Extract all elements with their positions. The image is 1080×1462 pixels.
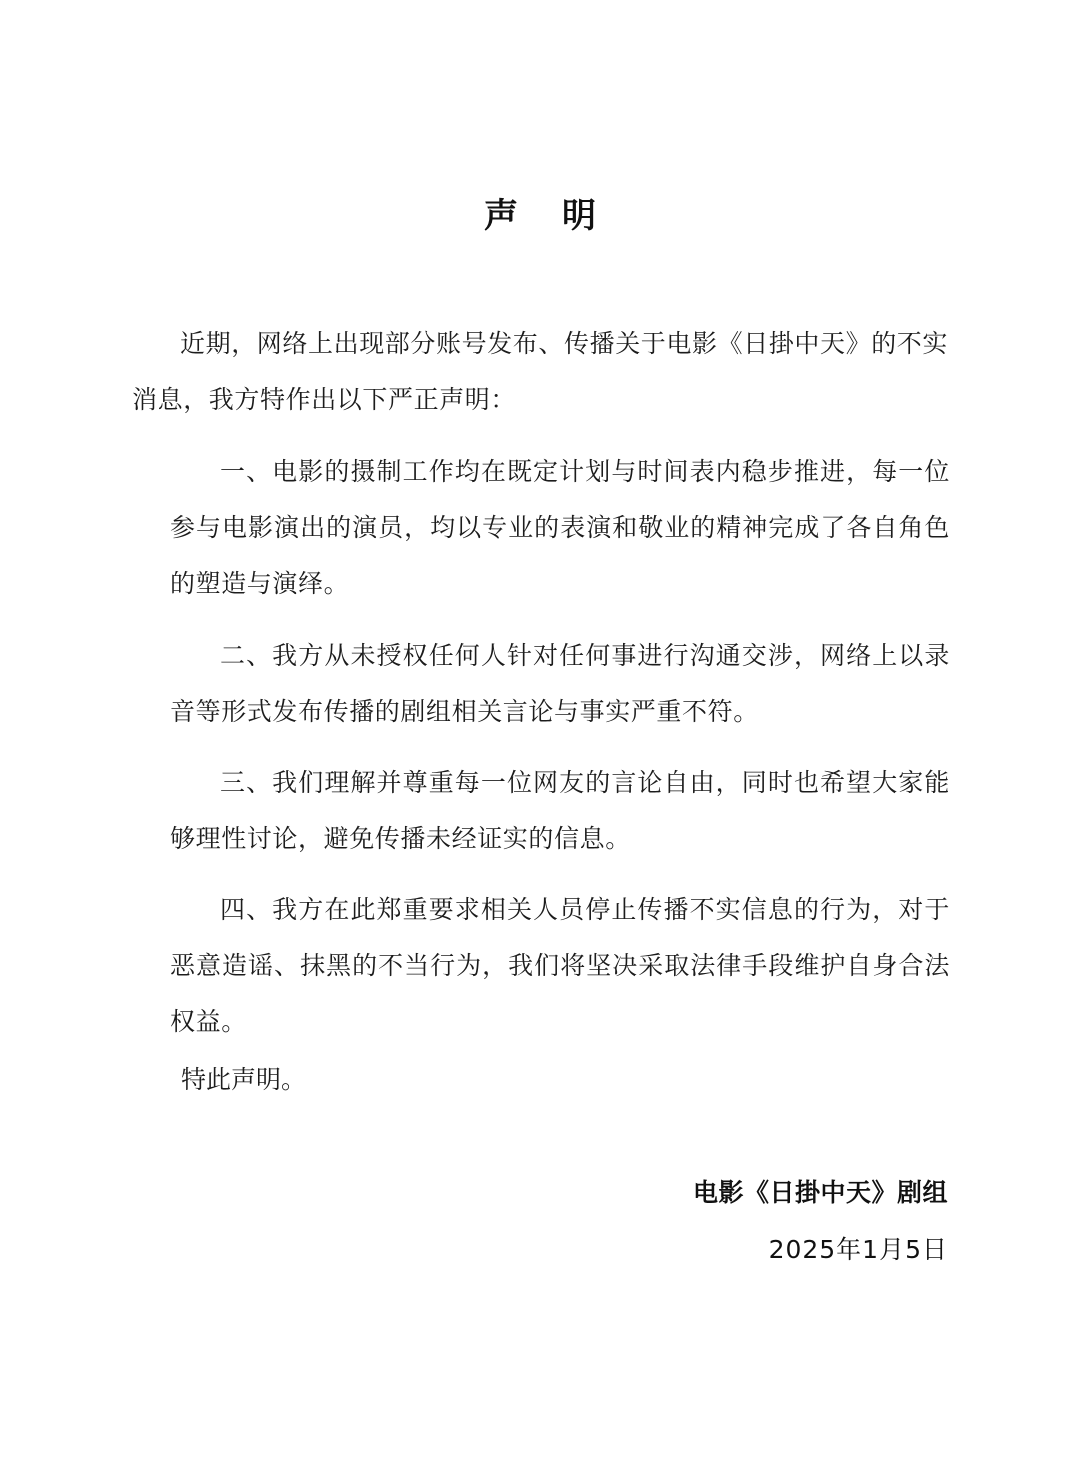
closing-line: 特此声明。 [181, 1065, 307, 1094]
statement-item-3: 三、我们理解并尊重每一位网友的言论自由，同时也希望大家能够理性讨论，避免传播未经证实的信息。 [170, 768, 950, 853]
intro-paragraph: 近期，网络上出现部分账号发布、传播关于电影《日掛中天》的不实消息，我方特作出以下严正声明： [132, 329, 949, 414]
statement-date: 2025年1月5日 [768, 1235, 948, 1264]
statement-item-4: 四、我方在此郑重要求相关人员停止传播不实信息的行为，对于恶意造谣、抹黑的不当行为，我们将坚决采取法律手段维护自身合法权益。 [170, 895, 950, 1036]
signature: 电影《日掛中天》剧组 [692, 1178, 948, 1207]
statement-item-1: 一、电影的摄制工作均在既定计划与时间表内稳步推进，每一位参与电影演出的演员，均以专业的表演和敬业的精神完成了各自角色的塑造与演绎。 [170, 457, 950, 598]
statement-item-2: 二、我方从未授权任何人针对任何事进行沟通交涉，网络上以录音等形式发布传播的剧组相关言论与事实严重不符。 [170, 641, 950, 726]
statement-title: 声明 [484, 196, 640, 236]
